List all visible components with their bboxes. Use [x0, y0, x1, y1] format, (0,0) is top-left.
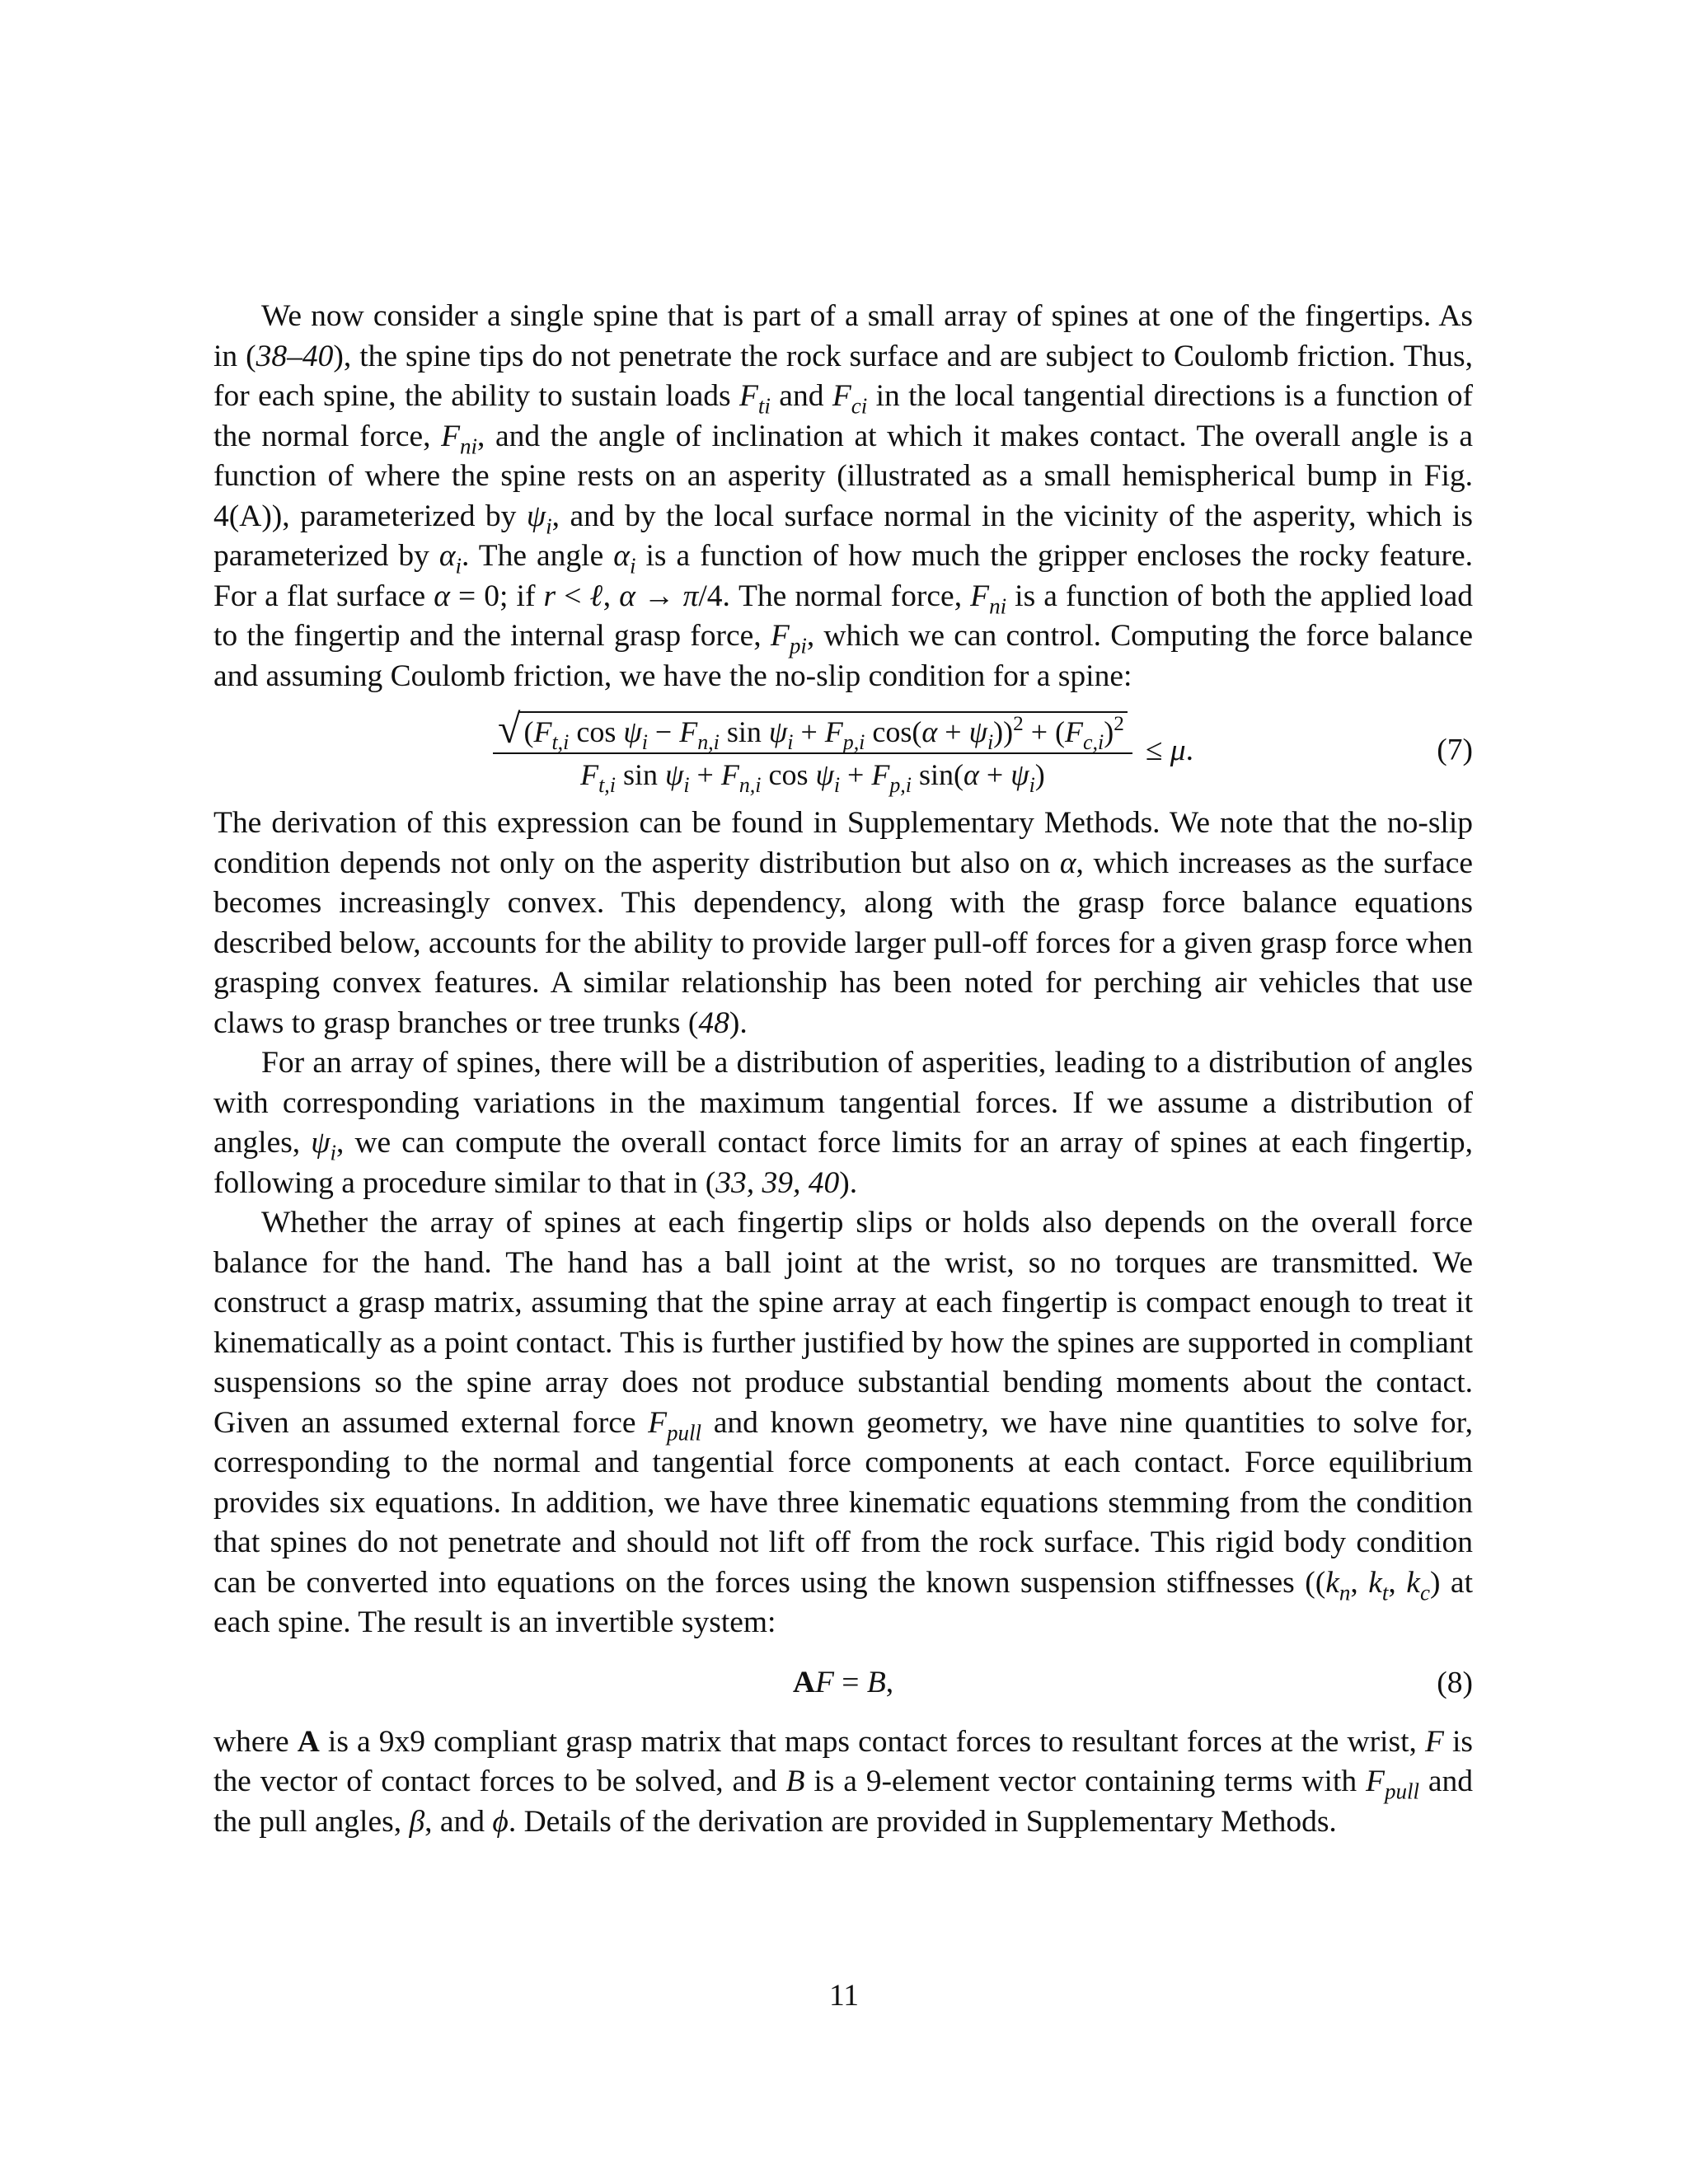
citation: 48: [698, 1005, 729, 1040]
page-body: [213, 297, 1473, 1842]
fraction-numerator: √ ($F_{t,i}$ $\cos \psi_i - F_{n,i}$ $\sin \psi_i + F_{p,i}$ $\cos(\alpha + \psi_i))^2 + (F_{c,i})^2$: [493, 708, 1132, 752]
page-number: 11: [828, 1979, 860, 2013]
no-slip-fraction: [493, 705, 1132, 798]
paragraph-4: Whether the array of spines at each fingertip slips or holds also depends on the overall force balance for the hand. The hand has a ball joint at the wrist, so no torques are transmitted. We construct a grasp matrix, assuming that the spine array at each fingertip is compact enough to treat it kinematically as a point contact. This is further justified by how the spines are supported in compliant suspensions so the spine array does not produce substantial bending moments about the contact. Given an assumed external force $F_{pull}$ and known geometry, we have nine quantities to solve for, corresponding to the normal and tangential force components at each contact. Force equilibrium provides six equations. In addition, we have three kinematic equations stemming from the condition that spines do not penetrate and should not lift off from the rock surface. This rigid body condition can be converted into equations on the forces using the known suspension stiffnesses (($k_n$, $k_t$, $k_c$) at each spine. The result is an invertible system:: [213, 1206, 1473, 1639]
paragraph-1: We now consider a single spine that is part of a small array of spines at one of the fingertips. As in (38–40), the spine tips do not penetrate the rock surface and are subject to Coulomb friction. Thus, for each spine, the ability to sustain loads $F_{ti}$ and $F_{ci}$ in the local tangential directions is a function of the normal force, $F_{ni}$, and the angle of inclination at which it makes contact. The overall angle is a function of where the spine rests on an asperity (illustrated as a small hemispherical bump in Fig. 4(A)), parameterized by $\psi_i$, and by the local surface normal in the vicinity of the asperity, which is parameterized by $\alpha_i$. The angle $\alpha_i$ is a function of how much the gripper encloses the rocky feature. For a flat surface α = 0; if r < ℓ, α → π/4. The normal force, $F_{ni}$ is a function of both the applied load to the fingertip and the internal grasp force, $F_{pi}$, which we can control. Computing the force balance and assuming Coulomb friction, we have the no-slip condition for a spine:: [213, 299, 1474, 693]
paragraph-5: where A is a 9x9 compliant grasp matrix that maps contact forces to resultant forces at the wrist, F is the vector of contact forces to be solved, and B is a 9-element vector containing terms with $F_{pull}$ and the pull angles, β, and ϕ. Details of the derivation are provided in Supplementary Methods.: [213, 1724, 1474, 1839]
equation-relation: ≤ μ.: [1145, 733, 1193, 767]
equation-7: [213, 696, 1473, 804]
equation-number: (8): [1437, 1666, 1473, 1699]
citation: 38–40: [256, 339, 334, 373]
fraction-denominator: $F_{t,i}$ $\sin \psi_i + F_{n,i}$ $\cos \psi_i + F_{p,i}$ $\sin(\alpha + \psi_i)$: [580, 758, 1045, 798]
equation-8: [213, 1643, 1473, 1722]
citation: 33, 39, 40: [715, 1165, 840, 1200]
grasp-system-equation: AF = B,: [792, 1666, 894, 1699]
equation-number: (7): [1437, 733, 1473, 767]
paragraph-3: For an array of spines, there will be a distribution of asperities, leading to a distribution of angles with corresponding variations in the maximum tangential forces. If we assume a distribution of angles, $\psi_i$, we can compute the overall contact force limits for an array of spines at each fingertip, following a procedure similar to that in (33, 39, 40).: [213, 1046, 1473, 1200]
paragraph-2: The derivation of this expression can be found in Supplementary Methods. We note that the no-slip condition depends not only on the asperity distribution but also on α, which increases as the surface becomes increasingly convex. This dependency, along with the grasp force balance equations described below, accounts for the ability to provide larger pull-off forces for a given grasp force when grasping convex features. A similar relationship has been noted for perching air vehicles that use claws to grasp branches or tree trunks (48).: [213, 806, 1473, 1040]
